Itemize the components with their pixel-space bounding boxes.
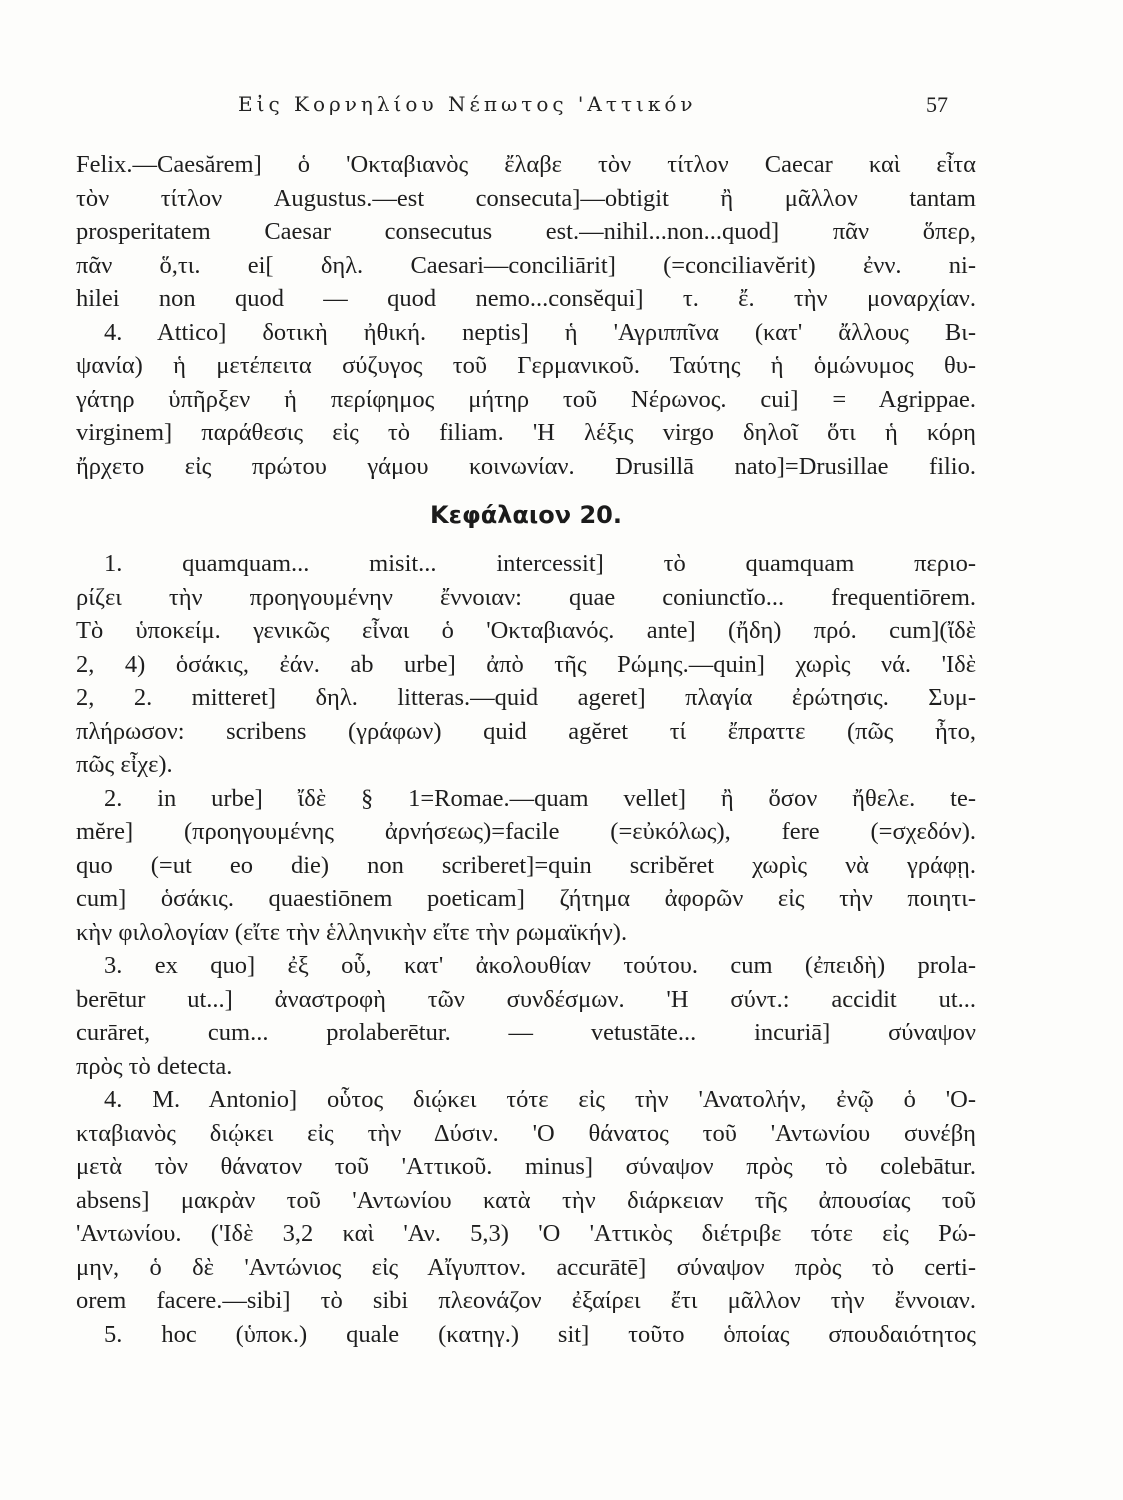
text-line: 4. Attico] δοτικὴ ἠθική. neptis] ἡ 'Αγριππῖνα (κατ' ἄλλους Βι- <box>104 318 976 346</box>
text-line: 4. M. Antonio] οὗτος διῴκει τότε εἰς τὴν 'Ανατολήν, ἐνῷ ὁ 'Ο- <box>104 1086 976 1113</box>
text-line: 'Αντωνίου. ('Ιδὲ 3,2 καὶ 'Αν. 5,3) 'Ο 'Αττικὸς διέτριβε τότε εἰς Ρώ- <box>76 1220 976 1247</box>
text-line: 2, 2. mitteret] δηλ. litteras.—quid ageret] πλαγία ἐρώτησις. Συμ- <box>76 684 976 711</box>
text-line: ρίζει τὴν προηγουμένην ἔννοιαν: quae coniunctĭo... frequentiōrem. <box>76 583 976 611</box>
text-line: μην, ὁ δὲ 'Αντώνιος εἰς Αἴγυπτον. accurātē] σύναψον πρὸς τὸ certi- <box>76 1253 976 1281</box>
text-line: orem facere.—sibi] τὸ sibi πλεονάζον ἐξαίρει ἔτι μᾶλλον τὴν ἔννοιαν. <box>76 1287 976 1314</box>
text-line: τὸν τίτλον Augustus.—est consecuta]—obtigit ἢ μᾶλλον tantam <box>76 184 976 212</box>
running-title: Εἰς Κορνηλίου Νέπωτος 'Αττικόν <box>238 92 697 116</box>
text-line: prosperitatem Caesar consecutus est.—nihil...non...quod] πᾶν ὅπερ, <box>76 218 976 245</box>
text-line: curāret, cum... prolaberētur. — vetustāte... incuriā] σύναψον <box>76 1019 976 1046</box>
text-line: πᾶν ὅ,τι. ei[ δηλ. Caesari—conciliārit] (=conciliavĕrit) ἐνν. ni- <box>76 251 976 279</box>
text-line: hilei non quod — quod nemo...consĕqui] τ. ἔ. τὴν μοναρχίαν. <box>76 285 976 312</box>
text-line: Felix.—Caesărem] ὁ 'Οκταβιανὸς ἔλαβε τὸν τίτλον Caecar καὶ εἶτα <box>76 151 976 178</box>
text-line: μετὰ τὸν θάνατον τοῦ 'Αττικοῦ. minus] σύναψον πρὸς τὸ colebātur. <box>76 1153 976 1180</box>
text-line: πλήρωσον: scribens (γράφων) quid agĕret τί ἔπραττε (πῶς ἦτο, <box>76 717 976 745</box>
text-line: ἤρχετο εἰς πρώτου γάμου κοινωνίαν. Drusillā nato]=Drusillae filio. <box>76 452 976 480</box>
text-line: 2, 4) ὁσάκις, ἐάν. ab urbe] ἀπὸ τῆς Ρώμης.—quin] χωρὶς νά. 'Ιδὲ <box>76 650 976 678</box>
text-line: mĕre] (προηγουμένης ἀρνήσεως)=facile (=εὐκόλως), fere (=σχεδόν). <box>76 818 976 845</box>
text-line: berētur ut...] ἀναστροφὴ τῶν συνδέσμων. 'Η σύντ.: accidit ut... <box>76 985 976 1013</box>
text-line: cum] ὁσάκις. quaestiōnem poeticam] ζήτημα ἀφορῶν εἰς τὴν ποιητι- <box>76 885 976 912</box>
page-number: 57 <box>926 92 948 117</box>
text-line: 2. in urbe] ἴδὲ § 1=Romae.—quam vellet] ἢ ὅσον ἤθελε. te- <box>104 784 976 812</box>
text-line: quo (=ut eo die) non scriberet]=quin scribĕret χωρὶς νὰ γράφῃ. <box>76 851 976 879</box>
text-line: virginem] παράθεσις εἰς τὸ filiam. 'Η λέξις virgo δηλοῖ ὅτι ἡ κόρη <box>76 419 976 446</box>
text-line: γάτηρ ὑπῆρξεν ἡ περίφημος μήτηρ τοῦ Νέρωνος. cui] = Agrippae. <box>76 385 976 413</box>
text-line: absens] μακρὰν τοῦ 'Αντωνίου κατὰ τὴν διάρκειαν τῆς ἀπουσίας τοῦ <box>76 1186 976 1214</box>
text-line: 1. quamquam... misit... intercessit] τὸ quamquam περιο- <box>104 550 976 577</box>
text-line: 5. hoc (ὑποκ.) quale (κατηγ.) sit] τοῦτο ὁποίας σπουδαιότητος <box>104 1320 976 1348</box>
text-line: ψανία) ἡ μετέπειτα σύζυγος τοῦ Γερμανικοῦ. Ταύτης ἡ ὁμώνυμος θυ- <box>76 352 976 379</box>
commentary-text <box>76 148 976 1351</box>
running-head <box>0 92 1123 122</box>
text-line: κταβιανὸς διῴκει εἰς τὴν Δύσιν. 'Ο θάνατος τοῦ 'Αντωνίου συνέβη <box>76 1119 976 1147</box>
text-line: πρὸς τὸ detecta. <box>76 1052 233 1080</box>
text-line: κὴν φιλολογίαν (εἴτε τὴν ἑλληνικὴν εἴτε τὴν ρωμαϊκήν). <box>76 918 628 946</box>
chapter-heading: Κεφάλαιον 20. <box>430 501 622 529</box>
text-line: πῶς εἶχε). <box>76 751 173 778</box>
text-line: Τὸ ὑποκείμ. γενικῶς εἶναι ὁ 'Οκταβιανός. ante] (ἤδη) πρό. cum](ἴδὲ <box>76 617 976 644</box>
text-line: 3. ex quo] ἐξ οὗ, κατ' ἀκολουθίαν τούτου. cum (ἐπειδὴ) prola- <box>104 952 976 979</box>
